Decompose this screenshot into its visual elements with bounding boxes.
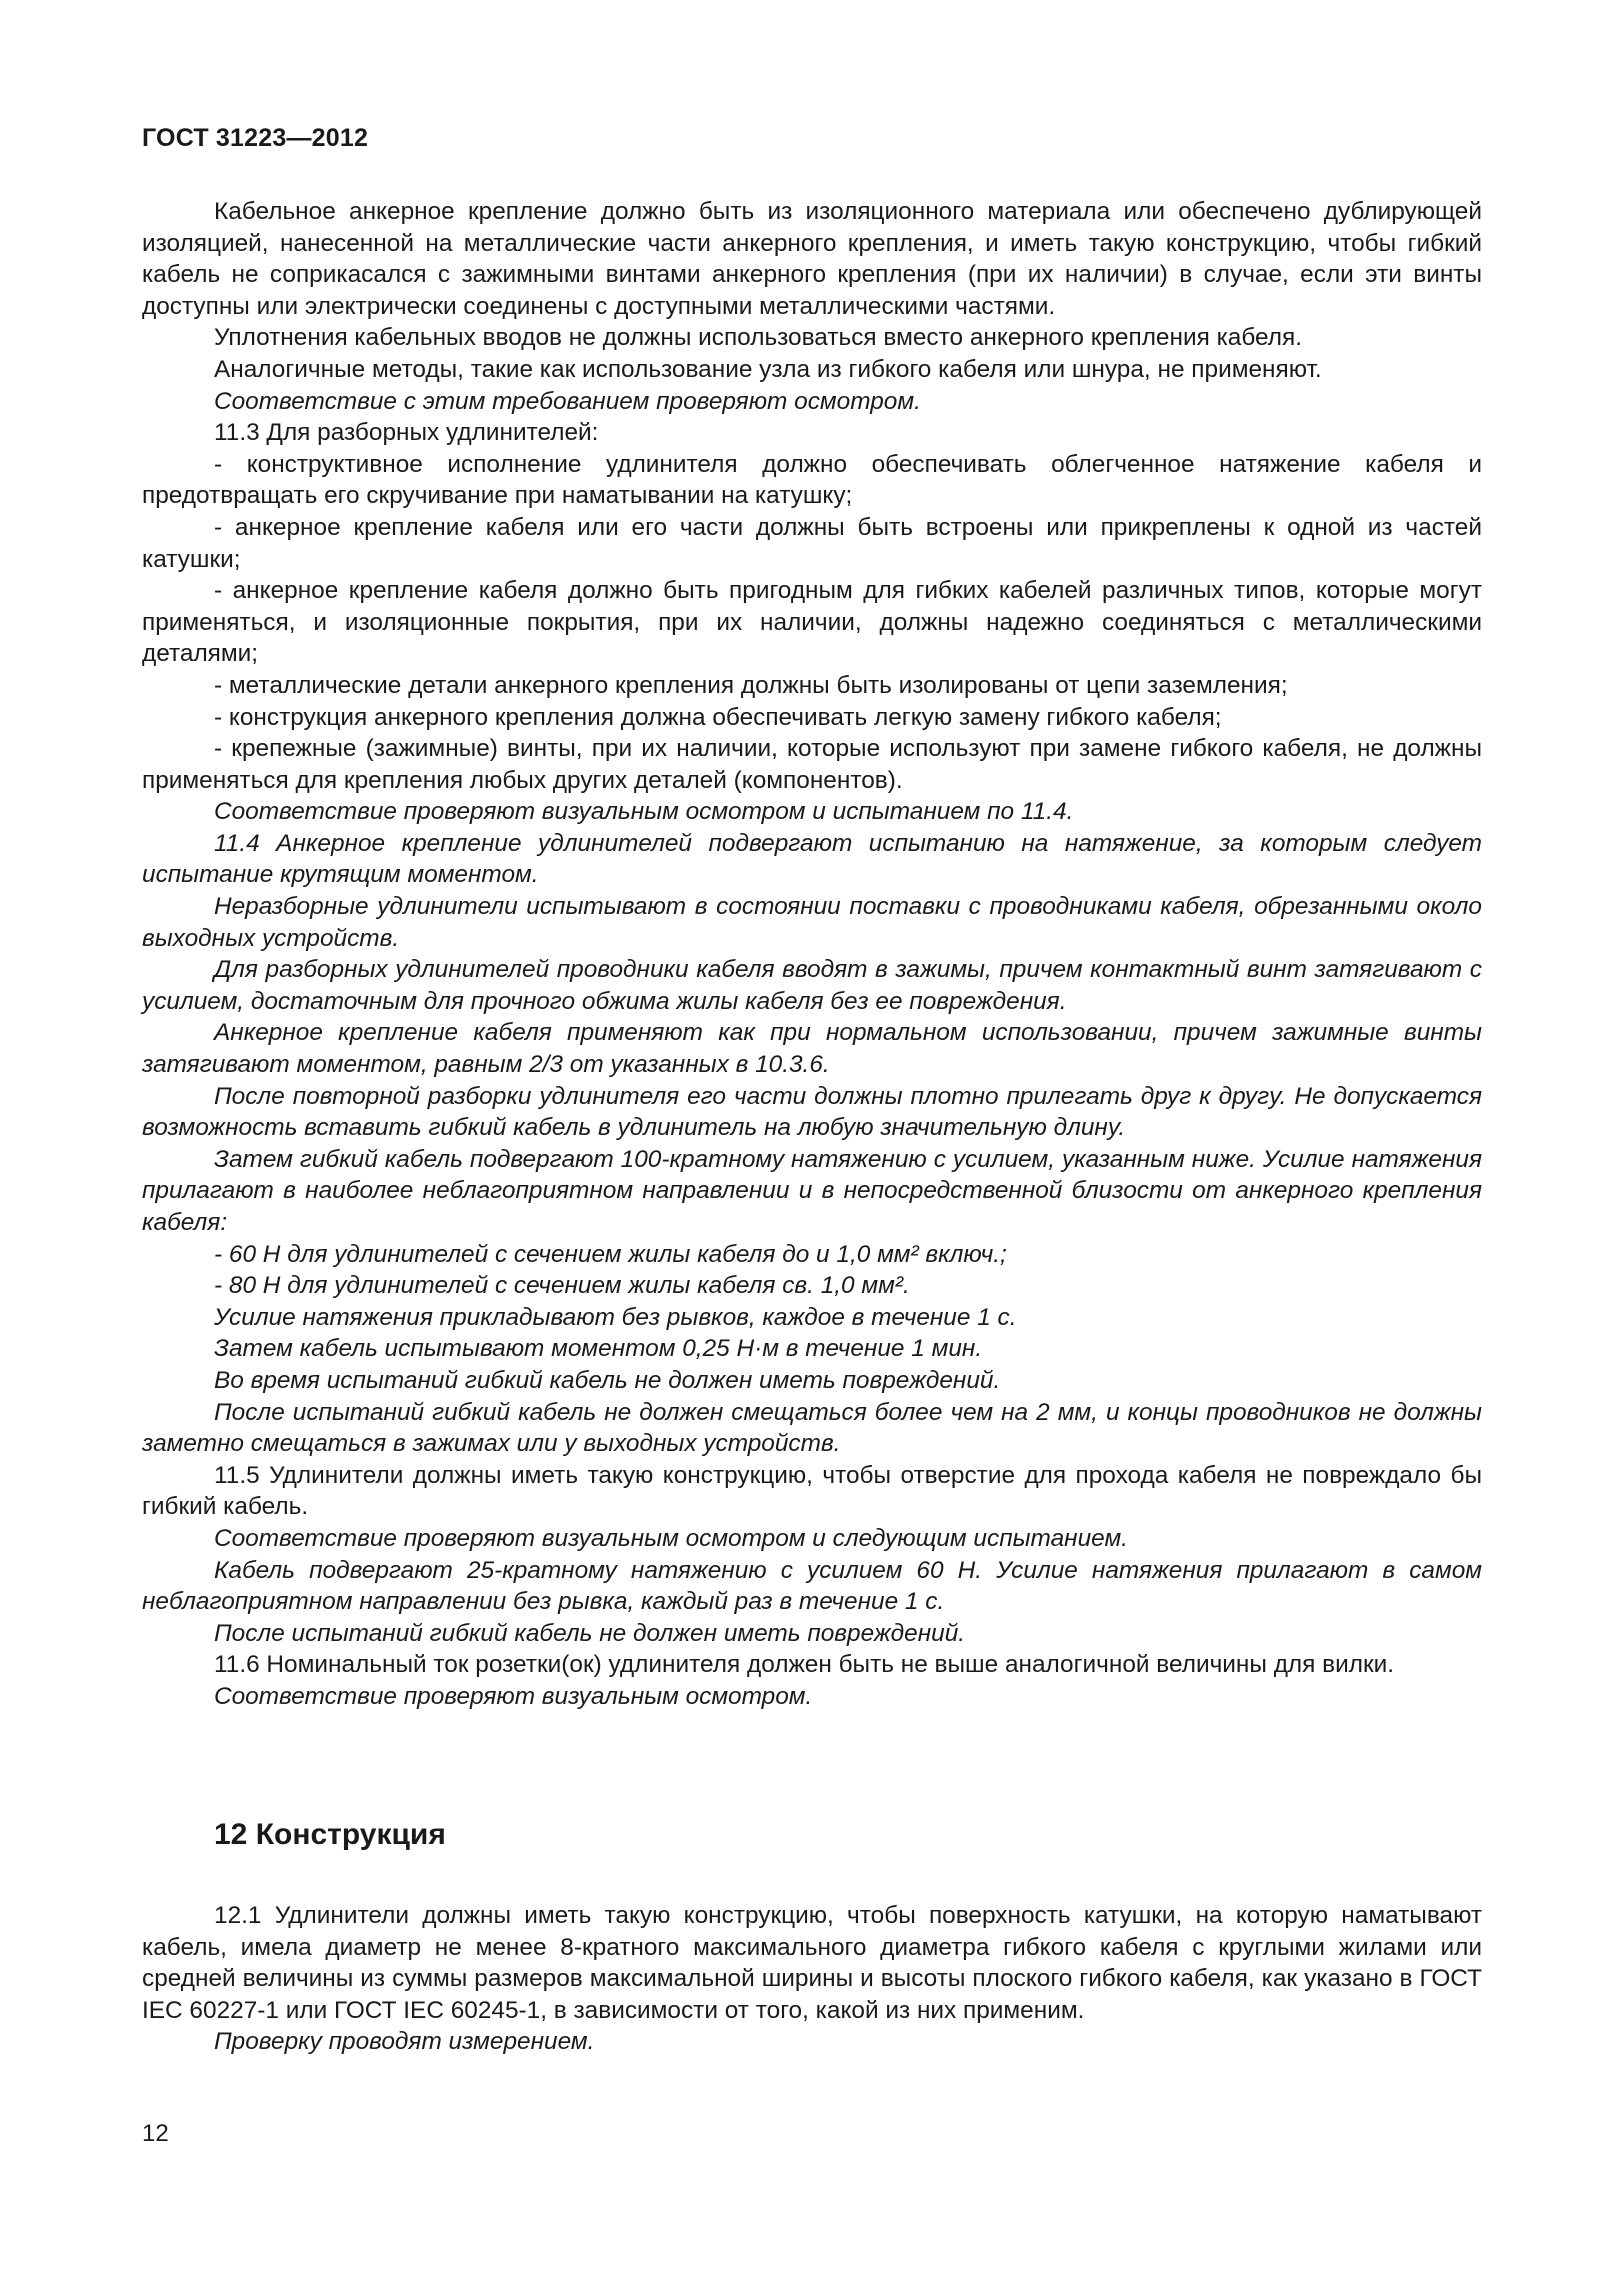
paragraph-italic: Затем кабель испытывают моментом 0,25 Н·м в течение 1 мин. [214, 1335, 983, 1363]
paragraph: Уплотнения кабельных вводов не должны использоваться вместо анкерного крепления кабеля. [214, 324, 1303, 352]
list-item: - крепежные (зажимные) винты, при их наличии, которые используют при замене гибкого кабеля, не должны применяться для крепления любых других деталей (компонентов). [142, 735, 1482, 794]
paragraph-italic: Анкерное крепление кабеля применяют как при нормальном использовании, причем зажимные винты затягивают моментом, равным 2/3 от указанных в 10.3.6. [142, 1019, 1482, 1079]
list-item: - конструкция анкерного крепления должна обеспечивать легкую замену гибкого кабеля; [214, 703, 1222, 731]
body-text-block [142, 196, 1482, 1713]
paragraph-italic: Во время испытаний гибкий кабель не должен иметь повреждений. [214, 1366, 1001, 1394]
paragraph-italic: Соответствие проверяют визуальным осмотром. [214, 1682, 813, 1710]
paragraph-italic: Кабель подвергают 25-кратному натяжению с усилием 60 Н. Усилие натяжения прилагают в самом неблагоприятном направлении без рывка, каждый раз в течение 1 с. [142, 1556, 1482, 1616]
list-item: - анкерное крепление кабеля или его части должны быть встроены или прикреплены к одной из частей катушки; [142, 513, 1482, 573]
paragraph: 11.6 Номинальный ток розетки(ок) удлинителя должен быть не выше аналогичной величины для вилки. [214, 1651, 1395, 1679]
list-item: - металлические детали анкерного крепления должны быть изолированы от цепи заземления; [214, 671, 1288, 699]
list-item-italic: - 80 Н для удлинителей с сечением жилы кабеля св. 1,0 мм². [214, 1272, 910, 1300]
paragraph-italic: Для разборных удлинителей проводники кабеля вводят в зажимы, причем контактный винт затягивают с усилием, достаточным для прочного обжима жилы кабеля без ее повреждения. [142, 956, 1482, 1015]
paragraph: 12.1 Удлинители должны иметь такую конструкцию, чтобы поверхность катушки, на которую наматывают кабель, имела диаметр не менее 8-кратного максимального диаметра гибкого кабеля с круглыми жилами или средней величины из суммы размеров максимальной ширины и высоты плоского гибкого кабеля, как указано в ГОСТ IEC 60227-1 или ГОСТ IEC 60245-1, в зависимости от того, какой из них применим. [142, 1902, 1482, 2024]
paragraph-italic: После испытаний гибкий кабель не должен иметь повреждений. [214, 1619, 966, 1647]
paragraph-italic: Неразборные удлинители испытывают в состоянии поставки с проводниками кабеля, обрезанными около выходных устройств. [142, 893, 1482, 952]
paragraph: 11.3 Для разборных удлинителей: [214, 419, 599, 447]
paragraph-italic: Соответствие проверяют визуальным осмотром и испытанием по 11.4. [214, 798, 1074, 826]
list-item-italic: - 60 Н для удлинителей с сечением жилы кабеля до и 1,0 мм² включ.; [214, 1240, 1007, 1268]
page-number: 12 [142, 2120, 169, 2147]
list-item: - конструктивное исполнение удлинителя должно обеспечивать облегченное натяжение кабеля и предотвращать его скручивание при наматывании на катушку; [142, 450, 1482, 510]
document-code-header: ГОСТ 31223—2012 [142, 124, 369, 152]
paragraph-italic: Затем гибкий кабель подвергают 100-кратному натяжению с усилием, указанным ниже. Усилие натяжения прилагают в наиболее неблагоприятном направлении и в непосредственной близости от анкерного крепления кабеля: [142, 1145, 1482, 1236]
paragraph-italic: После повторной разборки удлинителя его части должны плотно прилегать друг к другу. Не допускается возможность вставить гибкий кабель в удлинитель на любую значительную длину. [142, 1082, 1482, 1142]
paragraph: 11.5 Удлинители должны иметь такую конструкцию, чтобы отверстие для прохода кабеля не повреждало бы гибкий кабель. [142, 1461, 1482, 1521]
paragraph-italic: Усилие натяжения прикладывают без рывков, каждое в течение 1 с. [214, 1303, 1017, 1331]
section-body-text-block [142, 1900, 1482, 2058]
paragraph: Кабельное анкерное крепление должно быть из изоляционного материала или обеспечено дублирующей изоляцией, нанесенной на металлические части анкерного крепления, и иметь такую конструкцию, чтобы гибкий кабель не соприкасался с зажимными винтами анкерного крепления (при их наличии) в случае, если эти винты доступны или электрически соединены с доступными металлическими частями. [142, 198, 1482, 320]
paragraph-italic: После испытаний гибкий кабель не должен смещаться более чем на 2 мм, и концы проводников не должны заметно смещаться в зажимах или у выходных устройств. [142, 1398, 1482, 1458]
list-item: - анкерное крепление кабеля должно быть пригодным для гибких кабелей различных типов, которые могут применяться, и изоляционные покрытия, при их наличии, должны надежно соединяться с металлическими деталями; [142, 577, 1482, 668]
paragraph: Аналогичные методы, такие как использование узла из гибкого кабеля или шнура, не применяют. [214, 355, 1322, 383]
paragraph-italic: Соответствие с этим требованием проверяют осмотром. [214, 387, 921, 415]
paragraph-italic: Соответствие проверяют визуальным осмотром и следующим испытанием. [214, 1524, 1128, 1552]
paragraph-italic: Проверку проводят измерением. [214, 2028, 595, 2056]
section-title: 12 Конструкция [214, 1818, 446, 1851]
paragraph-italic: 11.4 Анкерное крепление удлинителей подвергают испытанию на натяжение, за которым следует испытание крутящим моментом. [142, 829, 1482, 889]
